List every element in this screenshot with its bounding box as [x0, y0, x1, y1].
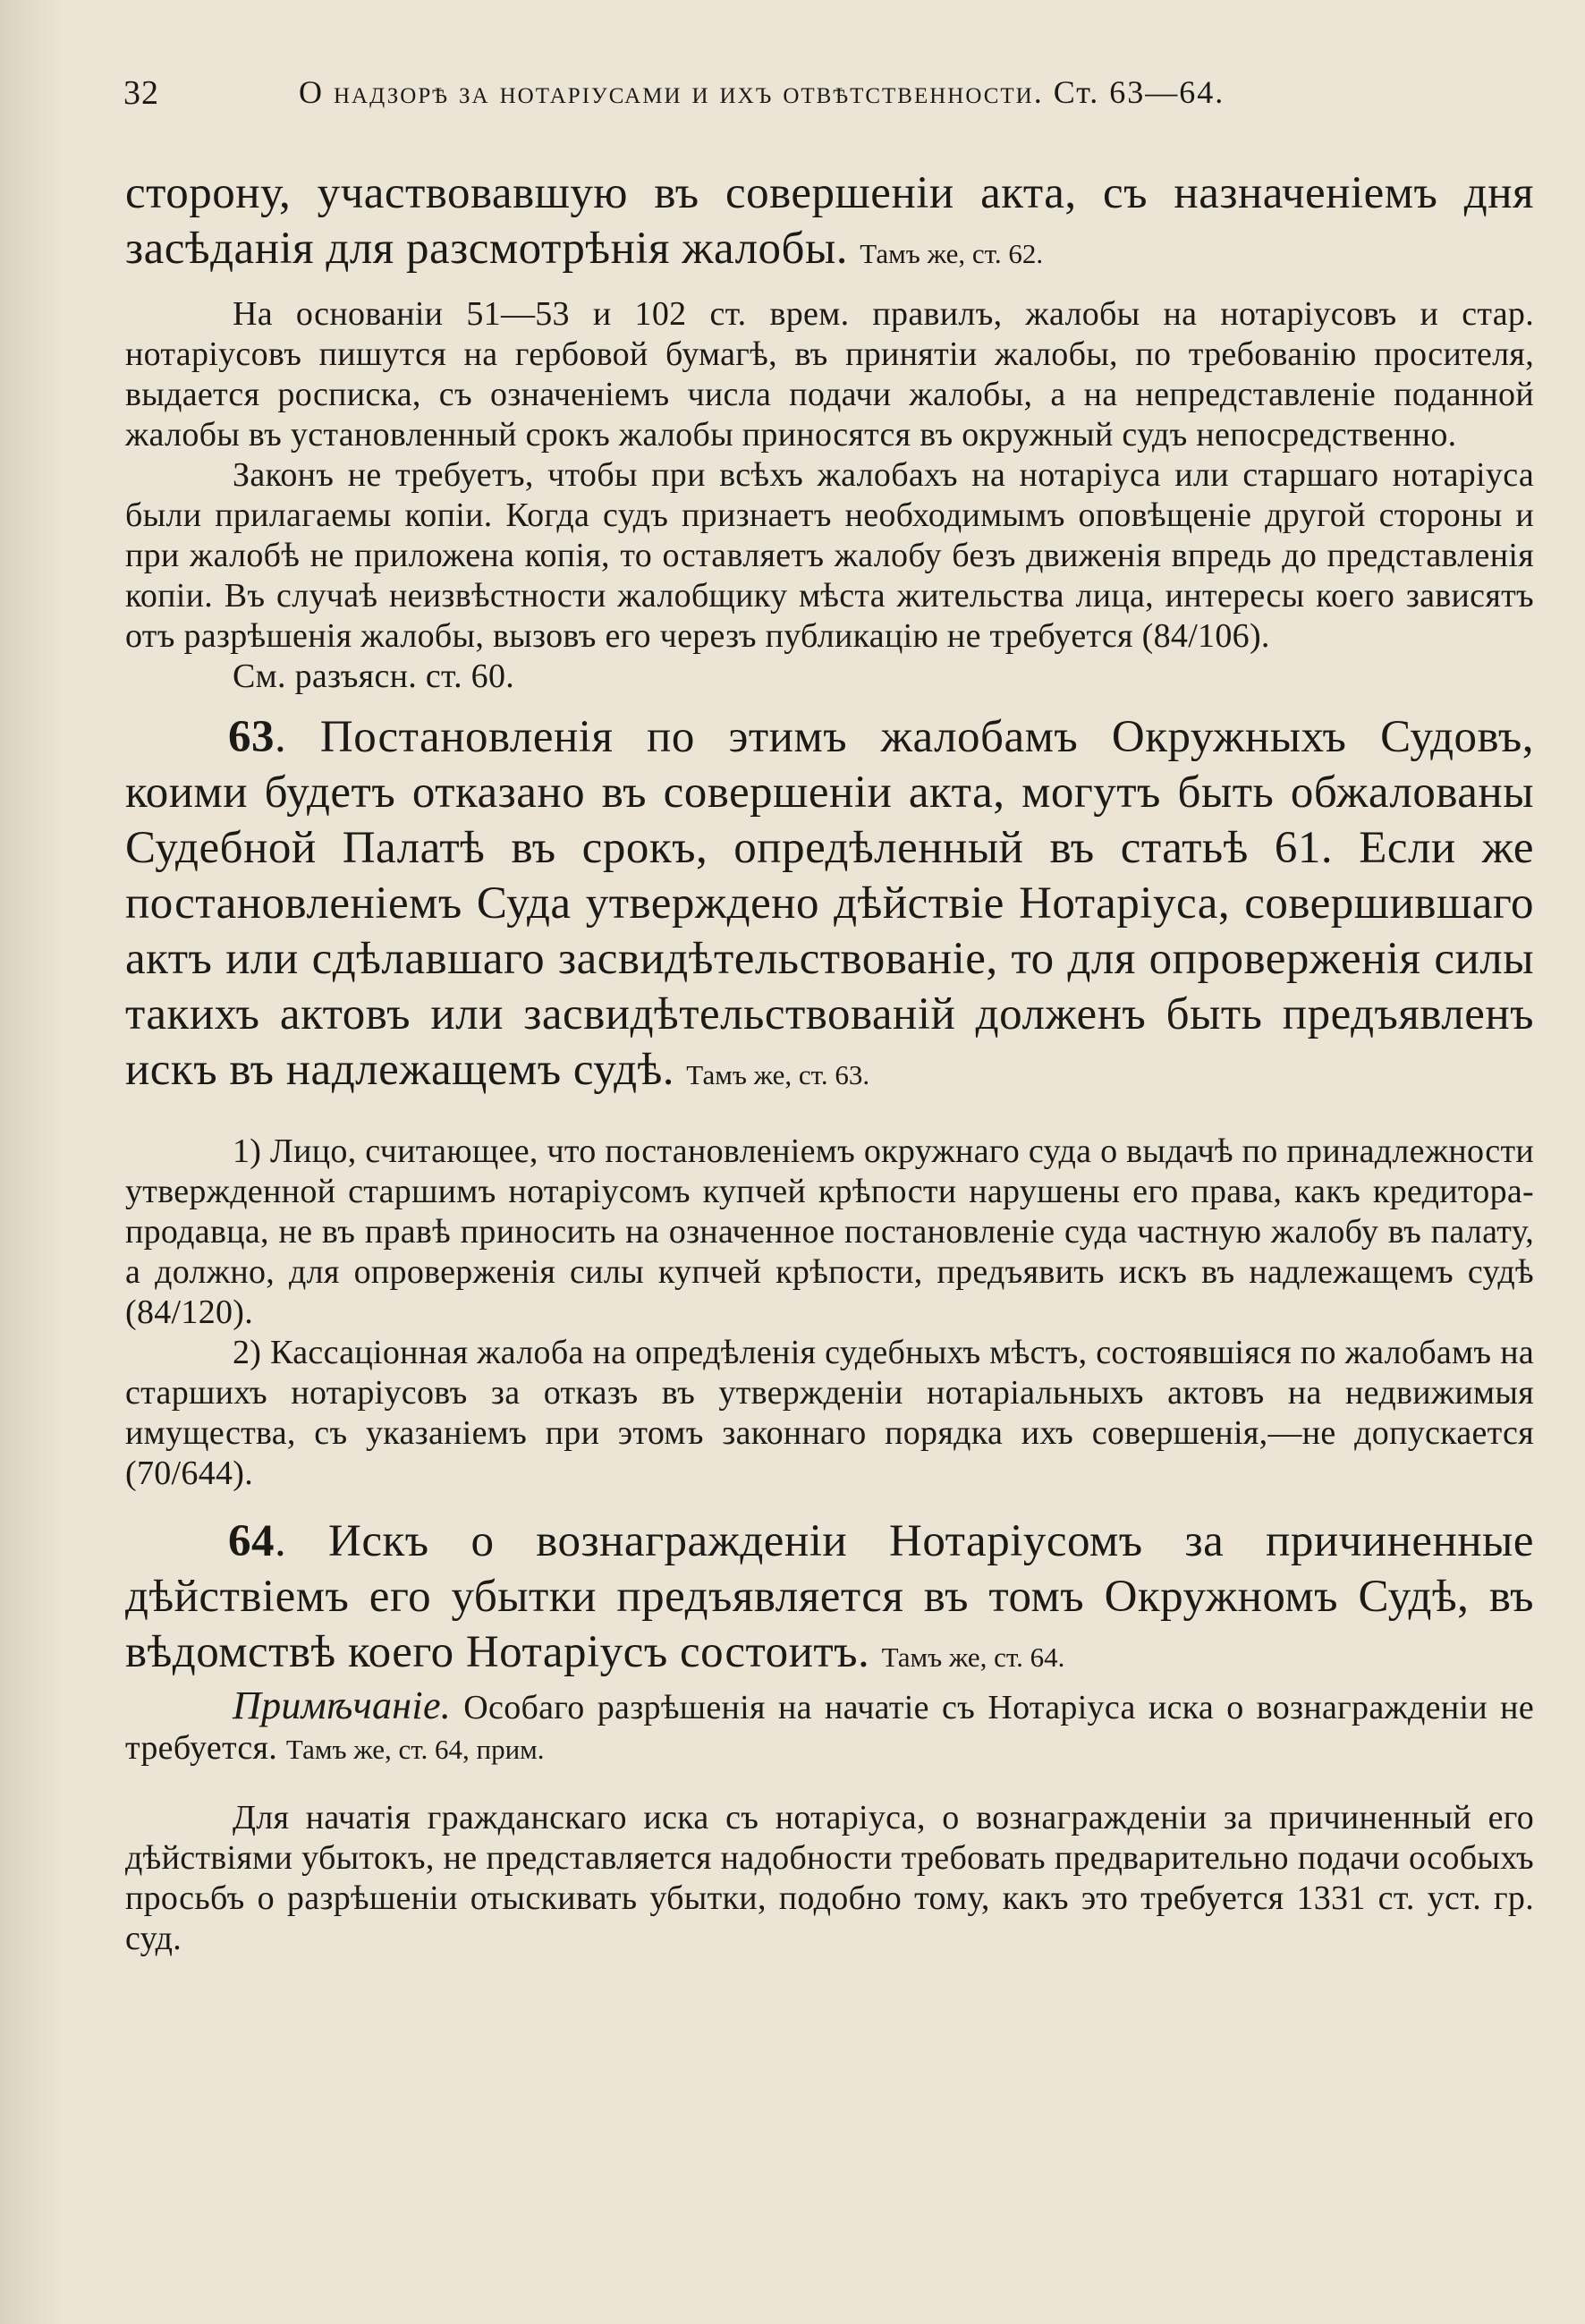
page-edge-shadow — [0, 0, 63, 2324]
cross-reference: См. разъясн. ст. 60. — [233, 657, 515, 695]
article-64-number: 64 — [228, 1516, 275, 1566]
page-number: 32 — [123, 74, 159, 112]
article-62-reference: Тамъ же, ст. 62. — [860, 238, 1044, 269]
commentary-paragraph: 1) Лицо, считающее, что постановленіемъ окружнаго суда о выдачѣ по принадлежности утвержденной старшимъ нотаріусомъ купчей крѣпости нарушены его права, какъ кредитора-продавца, не въ правѣ приносить на означенное постановленіе суда частную жалобу въ палату, а должно, для опроверженія силы купчей крѣпости, предъявить искъ въ надлежащемъ судѣ (84/120). — [125, 1132, 1534, 1331]
commentary-paragraph: На основаніи 51—53 и 102 ст. врем. правилъ, жалобы на нотаріусовъ и стар. нотаріусовъ пишутся на гербовой бумагѣ, въ принятіи жалобы, по требованію просителя, выдается росписка, съ означеніемъ числа подачи жалобы, а на непредставленіе поданной жалобы въ установленный срокъ жалобы приносятся въ окружный судъ непосредственно. — [125, 295, 1534, 454]
running-head-articles: Ст. 63—64. — [1053, 74, 1225, 110]
article-64-reference: Тамъ же, ст. 64. — [881, 1641, 1065, 1673]
note-label: Примѣчаніе. — [233, 1684, 452, 1727]
commentary-paragraph: Законъ не требуетъ, чтобы при всѣхъ жалобахъ на нотаріуса или старшаго нотаріуса были прилагаемы копіи. Когда судъ признаетъ необходимымъ оповѣщеніе другой стороны и при жалобѣ не приложена копія, то оставляетъ жалобу безъ движенія впредь до представленія копіи. Въ случаѣ неизвѣстности жалобщику мѣста жительства лица, интересы коего зависятъ отъ разрѣшенія жалобы, вызовъ его черезъ публикацію не требуется (84/106). — [125, 456, 1534, 655]
article-64 — [125, 1514, 1534, 1685]
main-text — [125, 165, 1534, 1959]
commentary-paragraph: Для начатія гражданскаго иска съ нотаріуса, о вознагражденіи за причиненный его дѣйствіями убытокъ, не представляется надобности требовать предварительно подачи особыхъ просьбъ о разрѣшеніи отыскивать убытки, подобно тому, какъ это требуется 1331 ст. уст. гр. суд. — [125, 1799, 1534, 1957]
note-text: Особаго разрѣшенія на начатіе съ Нотаріуса иска о вознагражденіи не требуется. — [125, 1689, 1534, 1767]
article-63-reference: Тамъ же, ст. 63. — [686, 1059, 870, 1090]
running-head — [299, 73, 1225, 111]
note-reference: Тамъ же, ст. 64, прим. — [285, 1734, 545, 1765]
page-header — [123, 73, 1555, 127]
article-64-note — [125, 1685, 1534, 1769]
running-head-title: О надзорѣ за нотаріусами и ихъ отвѣтственности. — [299, 74, 1044, 110]
article-63-number: 63 — [228, 712, 275, 762]
article-63 — [125, 709, 1534, 1103]
commentary-paragraph: 2) Кассаціонная жалоба на опредѣленія судебныхъ мѣстъ, состоявшіяся по жалобамъ на старшихъ нотаріусовъ за отказъ въ утвержденіи нотаріальныхъ актовъ на недвижимыя имущества, съ указаніемъ при этомъ законнаго порядка ихъ совершенія,—не допускается (70/644). — [125, 1334, 1534, 1492]
article-64-text: . Искъ о вознагражденіи Нотаріусомъ за причиненные дѣйствіемъ его убытки предъявляется въ томъ Окружномъ Судѣ, въ вѣдомствѣ коего Нотаріусъ состоитъ. — [125, 1516, 1534, 1677]
article-62-continuation — [125, 165, 1534, 282]
article-63-text: . Постановленія по этимъ жалобамъ Окружныхъ Судовъ, коими будетъ отказано въ совершеніи акта, могутъ быть обжалованы Судебной Палатѣ въ срокъ, опредѣленный въ статьѣ 61. Если же постановленіемъ Суда утверждено дѣйствіе Нотаріуса, совершившаго актъ или сдѣлавшаго засвидѣтельствованіе, то для опроверженія силы такихъ актовъ или засвидѣтельствованій долженъ быть предъявленъ искъ въ надлежащемъ судѣ. — [125, 712, 1534, 1095]
article-62-text: сторону, участвовавшую въ совершеніи акта, съ назначеніемъ дня засѣданія для разсмотрѣнія жалобы. — [125, 168, 1534, 274]
